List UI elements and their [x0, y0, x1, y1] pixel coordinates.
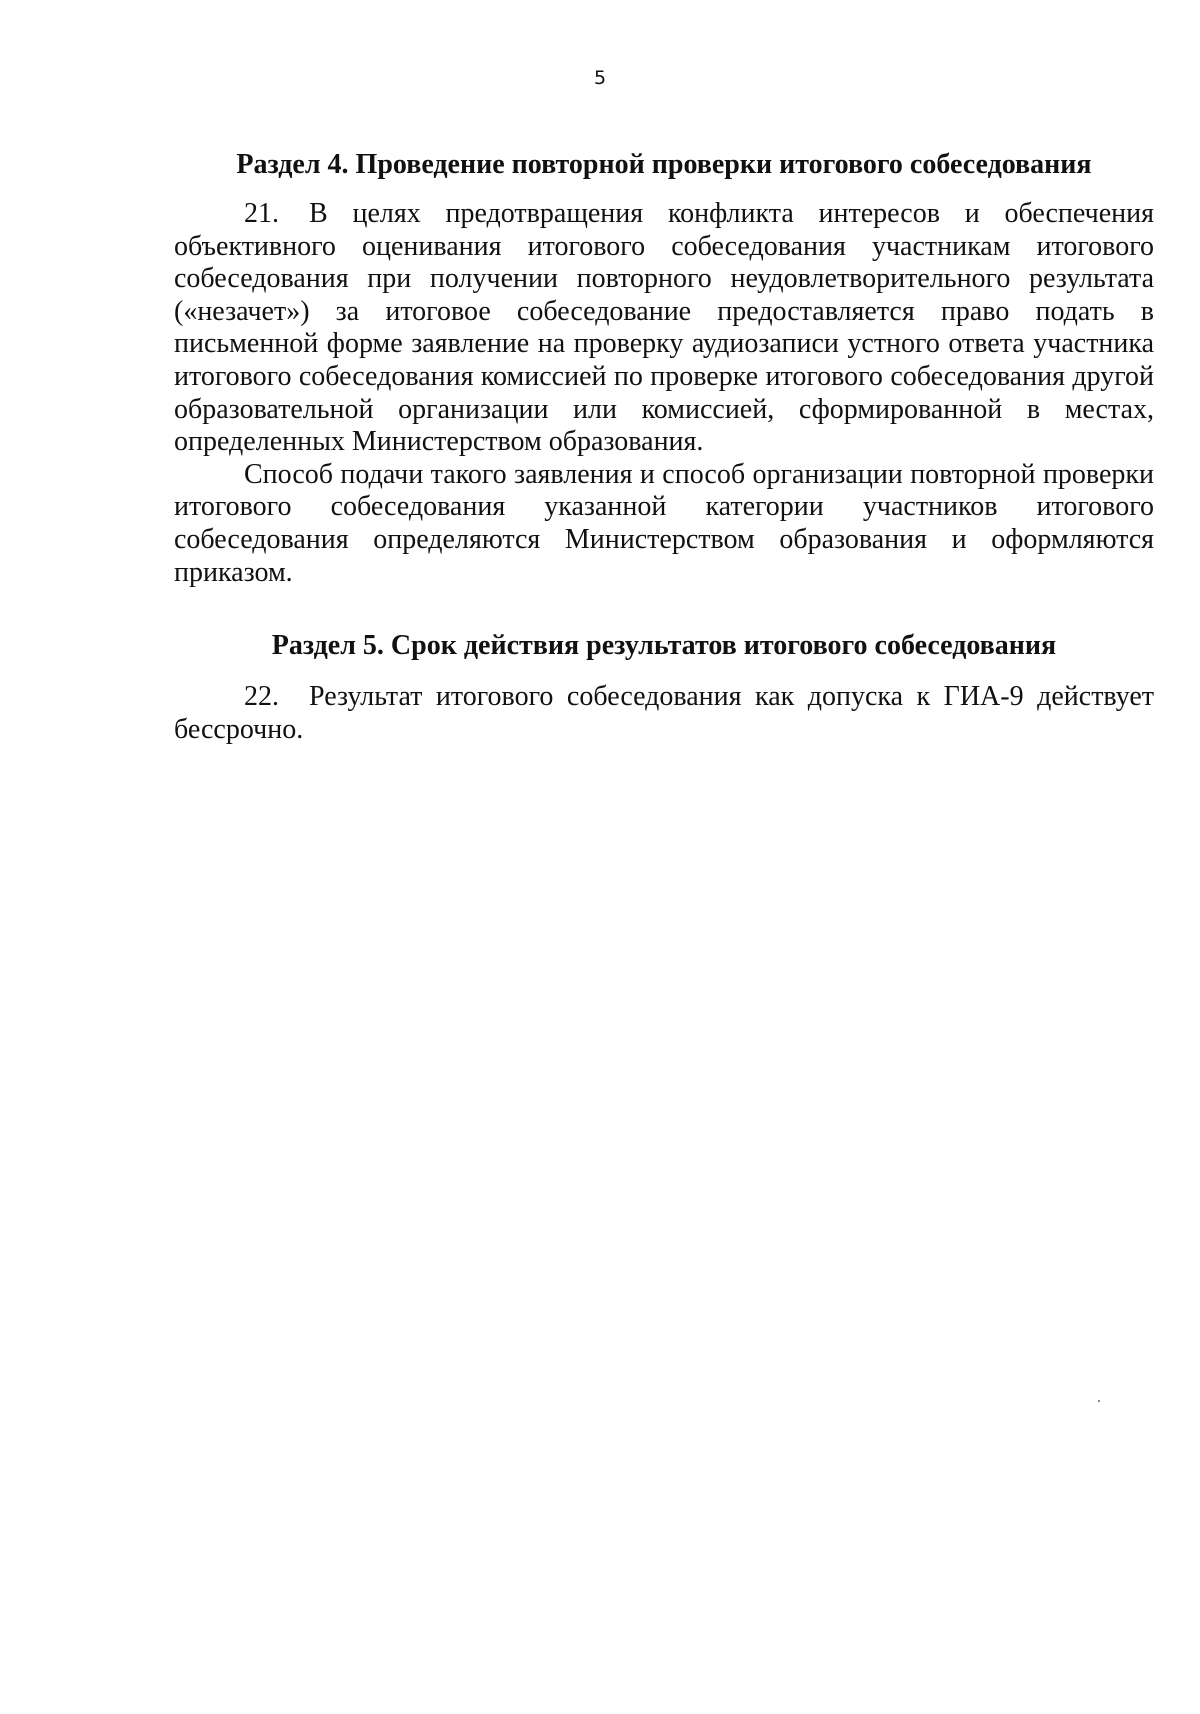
section-5-heading: Раздел 5. Срок действия результатов итогового собеседования [271, 630, 1057, 662]
section-4-heading: Раздел 4. Проведение повторной проверки итогового собеседования [236, 149, 1092, 180]
paragraph-21-continuation: Способ подачи такого заявления и способ организации повторной проверки итогового собеседования указанной категории участников итогового собеседования определяются Министерством образования и оформляются приказом. [174, 458, 1154, 588]
paragraph-22-text: Результат итогового собеседования как допуска к ГИА-9 действует бессрочно. [174, 681, 1154, 745]
paragraph-22 [174, 681, 1154, 746]
page-number: 5 [593, 67, 607, 89]
paragraph-21-number: 21. [244, 198, 279, 229]
scan-speck [1098, 1400, 1100, 1402]
paragraph-21 [174, 198, 1154, 459]
paragraph-21-text: В целях предотвращения конфликта интересов и обеспечения объективного оценивания итогового собеседования участникам итогового собеседования при получении повторного неудовлетворительного результата («незачет») за итоговое собеседование предоставляется право подать в письменной форме заявление на проверку аудиозаписи устного ответа участника итогового собеседования комиссией по проверке итогового собеседования другой образовательной организации или комиссией, сформированной в местах, определенных Министерством образования. [174, 198, 1154, 458]
document-body [174, 148, 1154, 746]
paragraph-22-number: 22. [244, 681, 279, 713]
